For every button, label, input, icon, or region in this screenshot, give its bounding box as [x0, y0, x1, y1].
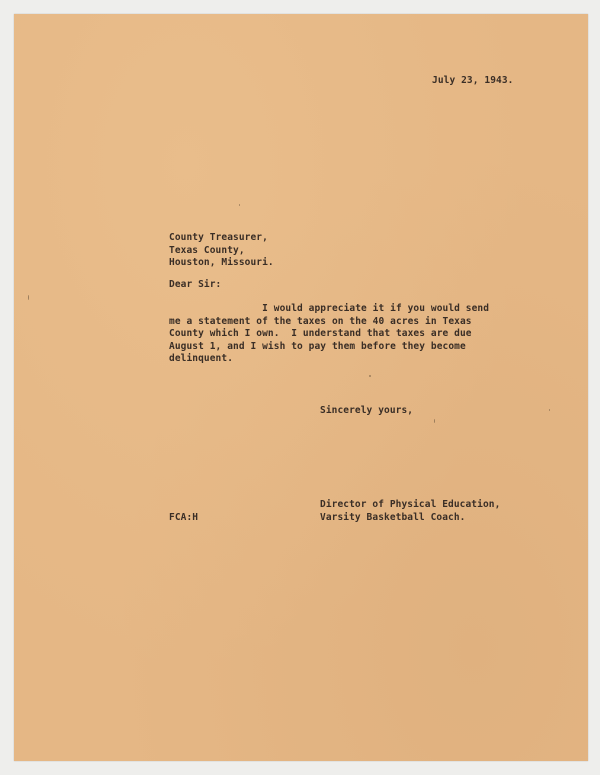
address-line: County Treasurer,: [169, 232, 268, 243]
letter-date: July 23, 1943.: [432, 75, 514, 86]
paper-speck: [549, 409, 550, 411]
paper-speck: [239, 204, 240, 206]
address-line: Texas County,: [169, 244, 245, 256]
paper-speck: [28, 295, 29, 300]
body-line: I would appreciate it if you would send: [169, 303, 490, 314]
body-line: delinquent.: [169, 353, 234, 364]
paper-speck: [369, 375, 371, 377]
recipient-address: [169, 232, 274, 270]
body-line: County which I own. I understand that taxes are due: [169, 328, 472, 339]
signature-line: Director of Physical Education,: [320, 499, 501, 510]
typist-initials: FCA:H: [169, 512, 199, 523]
body-line: August 1, and I wish to pay them before they become: [169, 340, 466, 352]
letter-body: [169, 303, 489, 366]
closing: Sincerely yours,: [320, 405, 414, 416]
signature-block: [320, 499, 500, 524]
body-line: me a statement of the taxes on the 40 acres in Texas: [169, 315, 472, 327]
signature-line: Varsity Basketball Coach.: [320, 511, 466, 523]
paper-speck: [434, 419, 435, 423]
address-line: Houston, Missouri.: [169, 257, 274, 268]
letter-sheet: [14, 14, 588, 761]
salutation: Dear Sir:: [169, 279, 222, 290]
